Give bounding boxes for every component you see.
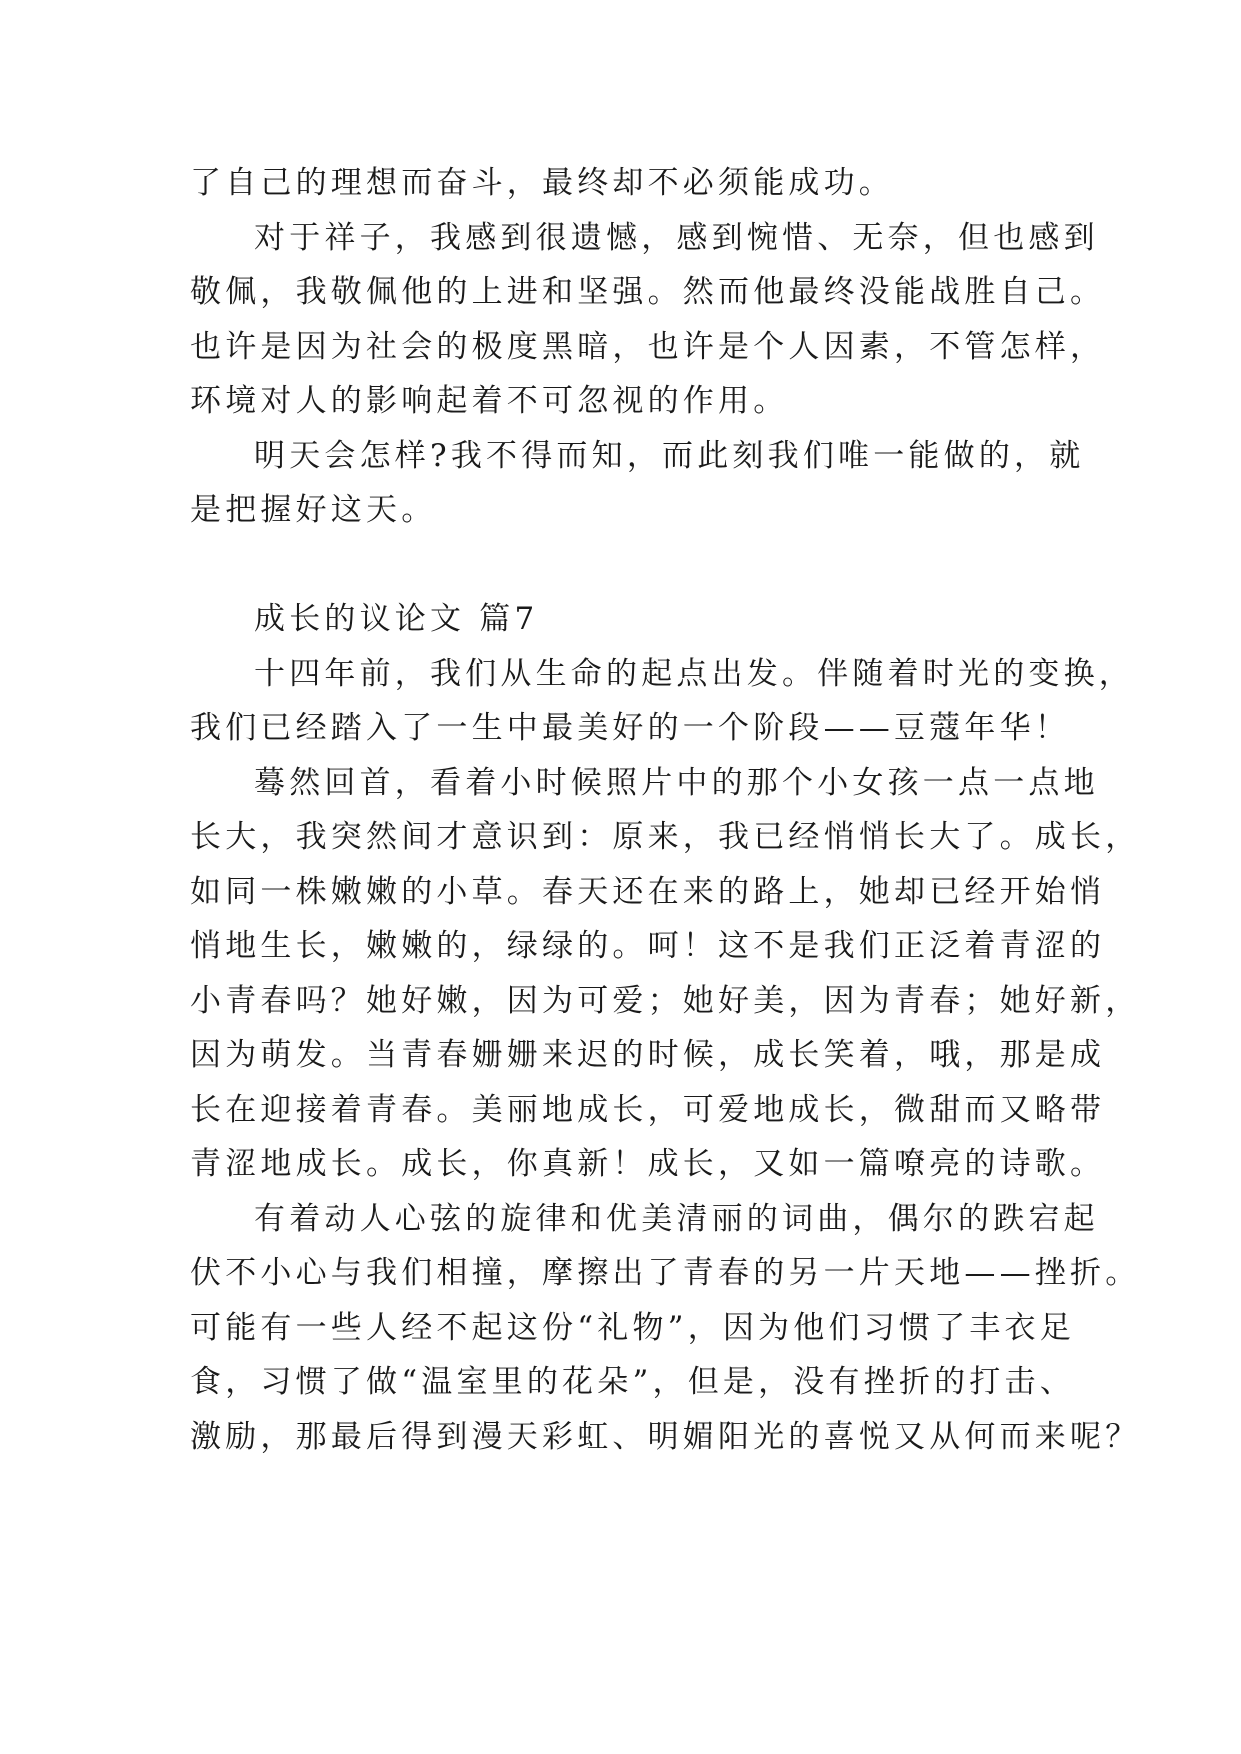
- section-heading: 成长的议论文 篇7: [254, 601, 539, 637]
- text-line: 食，习惯了做“温室里的花朵”，但是，没有挫折的打击、: [190, 1364, 1075, 1400]
- text-line: 是把握好这天。: [190, 492, 437, 528]
- text-line: 长在迎接着青春。美丽地成长，可爱地成长，微甜而又略带: [190, 1091, 1106, 1128]
- text-line: 蓦然回首，看着小时候照片中的那个小女孩一点一点地: [254, 764, 1099, 801]
- text-line: 了自己的理想而奋斗，最终却不必须能成功。: [190, 165, 894, 201]
- document-body: [190, 156, 1141, 1464]
- text-line: 环境对人的影响起着不可忽视的作用。: [190, 383, 789, 419]
- text-line: 对于祥子，我感到很遗憾，感到惋惜、无奈，但也感到: [254, 219, 1099, 256]
- text-line: 伏不小心与我们相撞，摩擦出了青春的另一片天地——挫折。: [190, 1255, 1141, 1291]
- text-line: 敬佩，我敬佩他的上进和坚强。然而他最终没能战胜自己。: [190, 274, 1106, 310]
- text-line: 我们已经踏入了一生中最美好的一个阶段——豆蔻年华！: [190, 710, 1070, 746]
- text-line: 十四年前，我们从生命的起点出发。伴随着时光的变换，: [254, 655, 1134, 692]
- text-line: 也许是因为社会的极度黑暗，也许是个人因素，不管怎样，: [190, 328, 1106, 365]
- paragraph-gap: [190, 538, 1060, 593]
- text-line: 因为萌发。当青春姗姗来迟的时候，成长笑着，哦，那是成: [190, 1037, 1106, 1073]
- text-line: 悄地生长，嫩嫩的，绿绿的。呵！这不是我们正泛着青涩的: [190, 928, 1106, 964]
- text-line: 激励，那最后得到漫天彩虹、明媚阳光的喜悦又从何而来呢？: [190, 1418, 1141, 1455]
- text-line: 小青春吗？她好嫩，因为可爱；她好美，因为青春；她好新，: [190, 982, 1141, 1019]
- text-line: 如同一株嫩嫩的小草。春天还在来的路上，她却已经开始悄: [190, 873, 1106, 910]
- text-line: 青涩地成长。成长，你真新！成长，又如一篇嘹亮的诗歌。: [190, 1146, 1106, 1182]
- text-line: 明天会怎样?我不得而知，而此刻我们唯一能做的，就: [254, 437, 1085, 474]
- text-line: 有着动人心弦的旋律和优美清丽的词曲，偶尔的跌宕起: [254, 1200, 1099, 1237]
- text-line: 可能有一些人经不起这份“礼物”，因为他们习惯了丰衣足: [190, 1309, 1075, 1346]
- text-line: 长大，我突然间才意识到：原来，我已经悄悄长大了。成长，: [190, 819, 1141, 855]
